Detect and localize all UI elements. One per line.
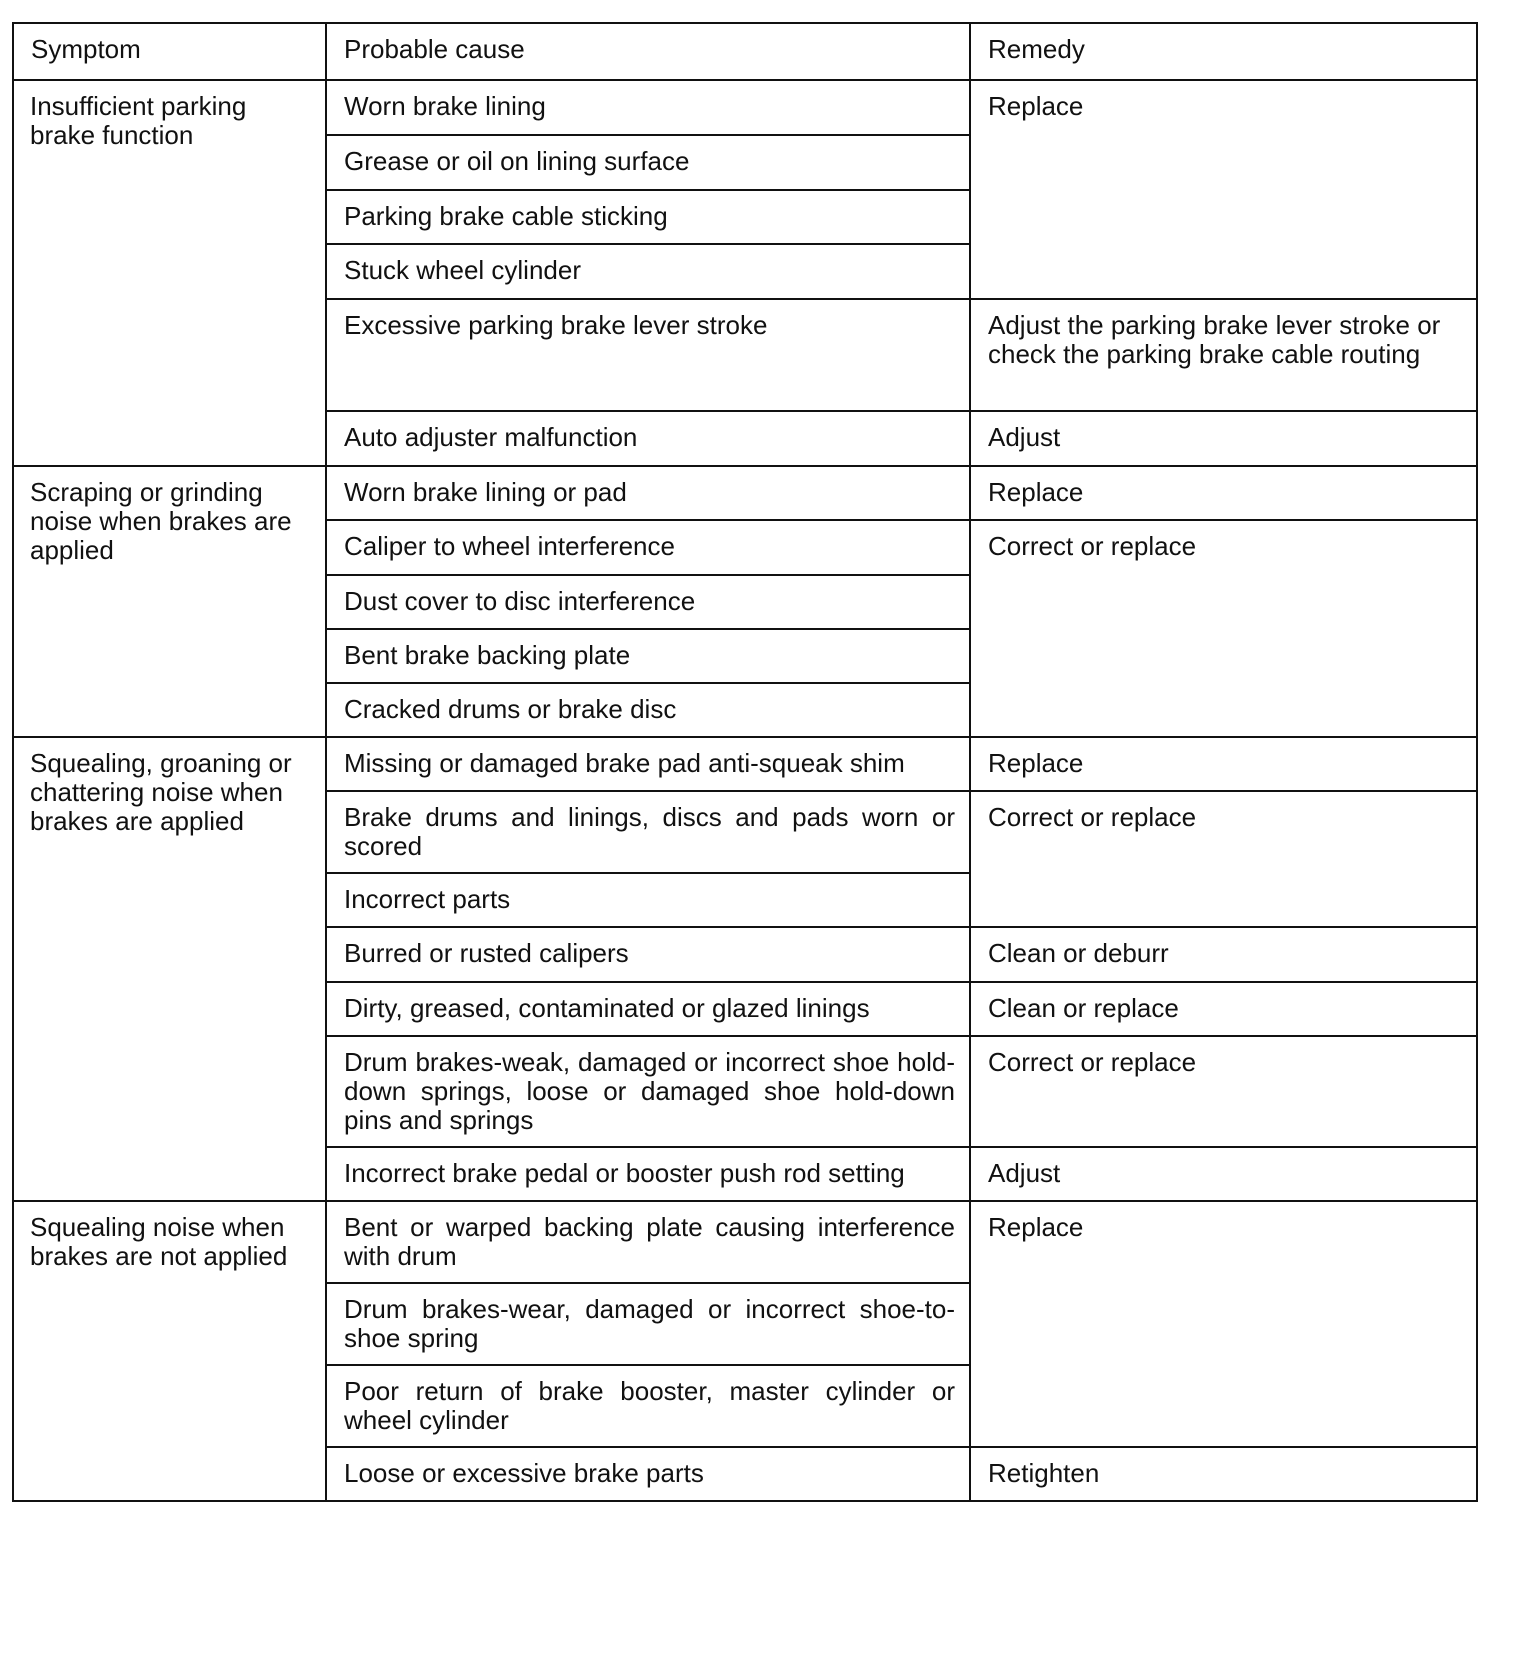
troubleshooting-page <box>12 22 1478 1502</box>
remedy-cell: Replace <box>970 466 1477 520</box>
remedy-cell: Correct or replace <box>970 1036 1477 1147</box>
table-header-row <box>13 23 1477 80</box>
header-symptom: Symptom <box>13 23 326 80</box>
cause-cell: Dust cover to disc interference <box>326 575 970 629</box>
cause-cell: Drum brakes-weak, damaged or incorrect shoe hold-down springs, loose or damaged shoe hold-down pins and springs <box>326 1036 970 1147</box>
cause-cell: Incorrect brake pedal or booster push rod setting <box>326 1147 970 1201</box>
remedy-cell: Correct or replace <box>970 791 1477 927</box>
cause-cell: Drum brakes-wear, damaged or incorrect shoe-to-shoe spring <box>326 1283 970 1365</box>
table-row <box>13 1201 1477 1283</box>
remedy-cell: Correct or replace <box>970 520 1477 737</box>
remedy-cell: Adjust the parking brake lever stroke or check the parking brake cable routing <box>970 299 1477 411</box>
remedy-cell: Adjust <box>970 1147 1477 1201</box>
table-row <box>13 80 1477 135</box>
header-remedy: Remedy <box>970 23 1477 80</box>
cause-cell: Auto adjuster malfunction <box>326 411 970 466</box>
cause-cell: Parking brake cable sticking <box>326 190 970 244</box>
cause-cell: Missing or damaged brake pad anti-squeak shim <box>326 737 970 791</box>
remedy-cell: Replace <box>970 737 1477 791</box>
cause-cell: Grease or oil on lining surface <box>326 135 970 190</box>
cause-cell: Brake drums and linings, discs and pads worn or scored <box>326 791 970 873</box>
remedy-cell: Clean or replace <box>970 982 1477 1036</box>
table-row <box>13 466 1477 520</box>
remedy-cell: Adjust <box>970 411 1477 466</box>
cause-cell: Bent brake backing plate <box>326 629 970 683</box>
remedy-cell: Clean or deburr <box>970 927 1477 982</box>
cause-cell: Caliper to wheel interference <box>326 520 970 575</box>
symptom-cell: Squealing noise when brakes are not applied <box>13 1201 326 1501</box>
cause-cell: Loose or excessive brake parts <box>326 1447 970 1501</box>
troubleshooting-table <box>12 22 1478 1502</box>
header-probable-cause: Probable cause <box>326 23 970 80</box>
cause-cell: Burred or rusted calipers <box>326 927 970 982</box>
remedy-cell: Retighten <box>970 1447 1477 1501</box>
symptom-cell: Scraping or grinding noise when brakes are applied <box>13 466 326 737</box>
cause-cell: Incorrect parts <box>326 873 970 927</box>
remedy-cell: Replace <box>970 80 1477 299</box>
cause-cell: Worn brake lining or pad <box>326 466 970 520</box>
cause-cell: Worn brake lining <box>326 80 970 135</box>
cause-cell: Cracked drums or brake disc <box>326 683 970 737</box>
cause-cell: Dirty, greased, contaminated or glazed linings <box>326 982 970 1036</box>
cause-cell: Bent or warped backing plate causing interference with drum <box>326 1201 970 1283</box>
symptom-cell: Squealing, groaning or chattering noise when brakes are applied <box>13 737 326 1201</box>
cause-cell: Stuck wheel cylinder <box>326 244 970 299</box>
cause-cell: Poor return of brake booster, master cylinder or wheel cylinder <box>326 1365 970 1447</box>
cause-cell: Excessive parking brake lever stroke <box>326 299 970 411</box>
table-row <box>13 737 1477 791</box>
symptom-cell: Insufficient parking brake function <box>13 80 326 466</box>
remedy-cell: Replace <box>970 1201 1477 1447</box>
